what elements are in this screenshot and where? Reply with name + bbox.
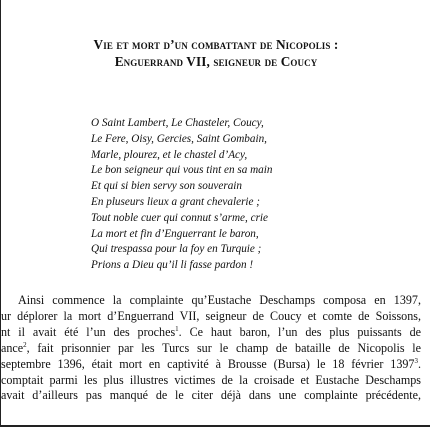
poem-line: En pluseurs lieux a grant chevalerie ; bbox=[91, 195, 261, 208]
poem-line: Et qui si bien servy son souverain bbox=[91, 180, 243, 193]
prose-line: Ainsi commence la complainte qu’Eustache Deschamps composa en 1397, bbox=[18, 293, 421, 307]
footnote-ref-1[interactable]: 1 bbox=[175, 324, 179, 333]
chapter-title-line-2: Enguerrand VII, seigneur de Coucy bbox=[114, 54, 318, 69]
footnote-ref-3[interactable]: 3 bbox=[414, 356, 418, 365]
prose-line: septembre 1396, était mort en captivité à Brousse (Bursa) le 18 février 1397$^3$. bbox=[1, 356, 421, 371]
poem-line: Marle, plourez, et le chastel d’Acy, bbox=[91, 148, 248, 161]
prose-line: ur déplorer la mort d’Enguerrand VII, seigneur de Coucy et comte de Soissons, bbox=[1, 308, 421, 323]
chapter-title-line-1: Vie et mort d’un combattant de Nicopolis : bbox=[93, 37, 339, 52]
footnote-ref-2[interactable]: 2 bbox=[23, 340, 27, 349]
poem-line: Le bon seigneur qui vous tint en sa main bbox=[91, 164, 273, 177]
poem-line: Le Fere, Oisy, Gercies, Saint Gombain, bbox=[91, 132, 267, 145]
body-paragraph bbox=[1, 293, 421, 404]
poem-line: La mort et fin d’Enguerrant le baron, bbox=[91, 227, 259, 240]
prose-line: avait d’ailleurs pas manqué de le citer déjà dans une complainte précédente, bbox=[1, 388, 421, 403]
prose-line: comptait parmi les plus illustres victimes de la croisade et Eustache Deschamps bbox=[1, 372, 421, 387]
poem-line: Tout noble cuer qui connut s’arme, crie bbox=[91, 211, 269, 224]
prose-line: nt il avait été l’un des proches$^1$. Ce haut baron, l’un des plus puissants de bbox=[1, 324, 421, 339]
poem-stanza bbox=[91, 116, 411, 274]
prose-line: ance$^2$, fait prisonnier par les Turcs sur le champ de bataille de Nicopolis le bbox=[1, 340, 421, 355]
chapter-title bbox=[1, 36, 430, 70]
poem-line: Qui trespassa pour la foy en Turquie ; bbox=[91, 243, 262, 256]
poem-line: Prions a Dieu qu’il li fasse pardon ! bbox=[91, 259, 254, 272]
poem-line: O Saint Lambert, Le Chasteler, Coucy, bbox=[91, 117, 264, 129]
